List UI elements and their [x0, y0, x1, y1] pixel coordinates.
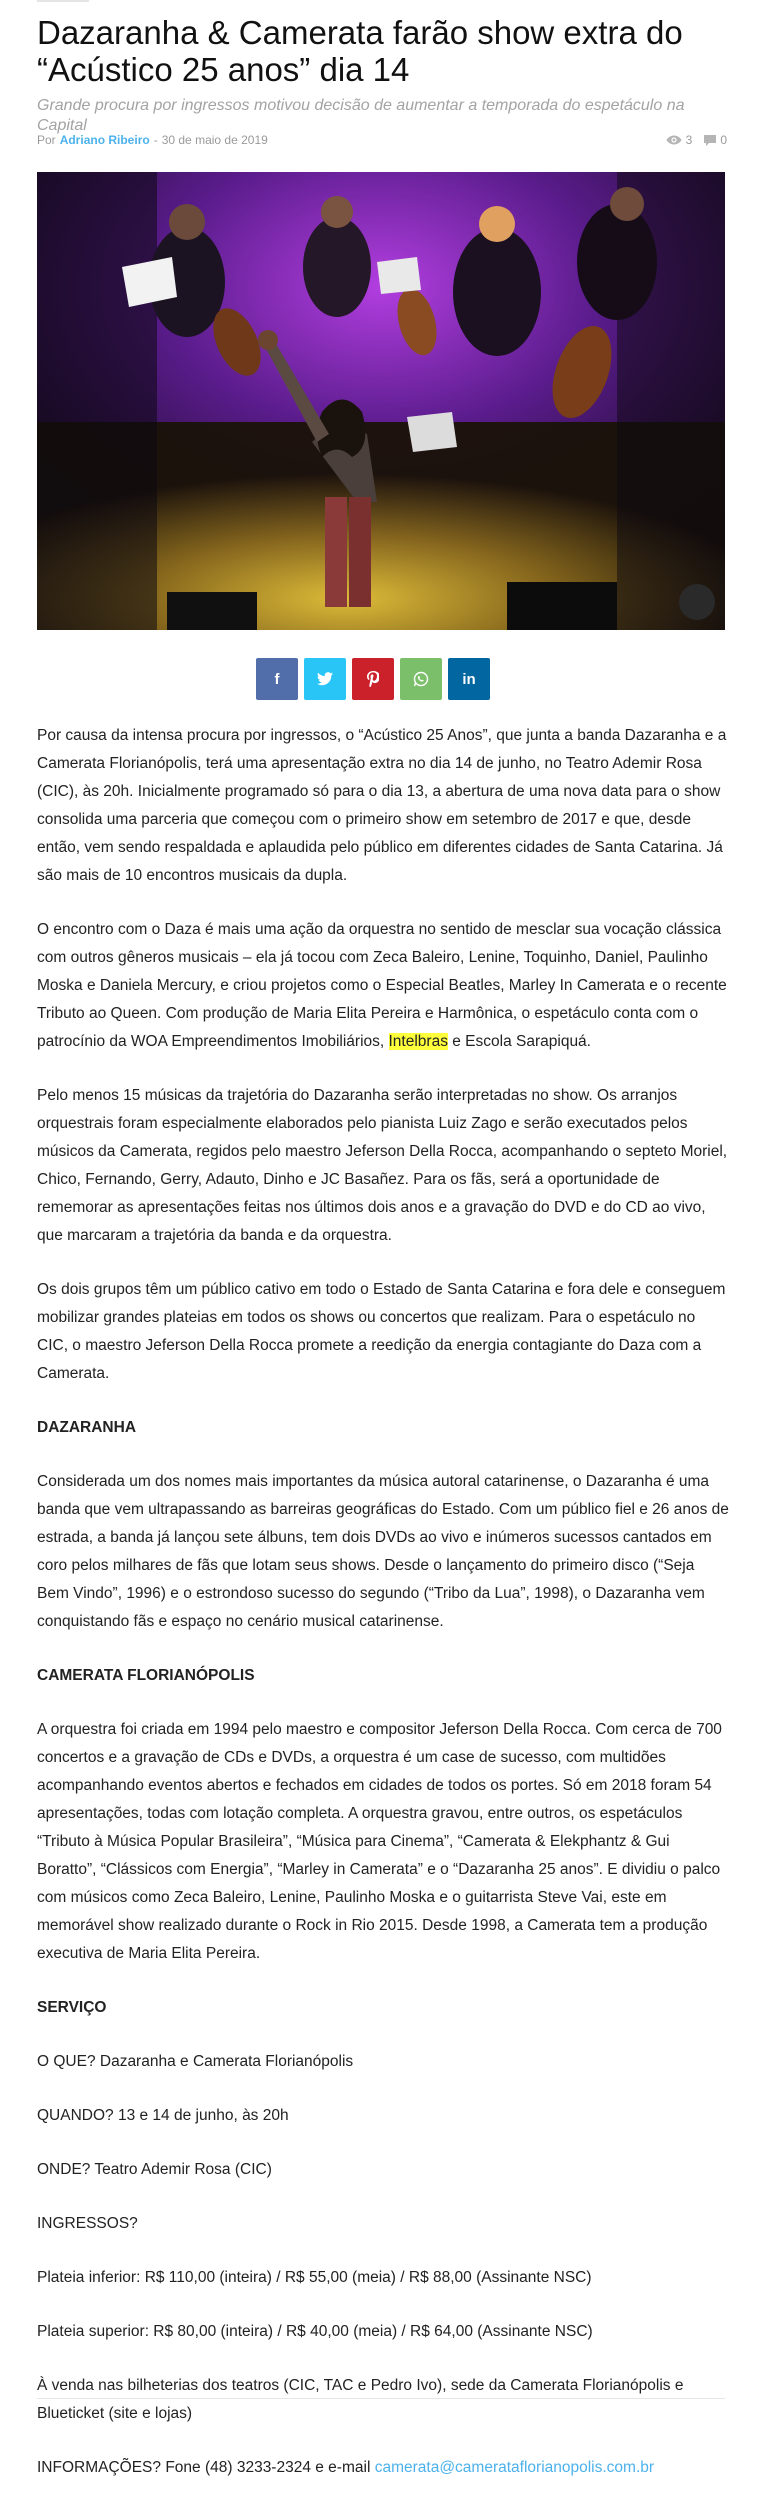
pinterest-icon: [367, 671, 379, 687]
article-title: Dazaranha & Camerata farão show extra do “Acústico 25 anos” dia 14: [37, 14, 683, 88]
views-counter: [666, 133, 693, 147]
share-whatsapp-button[interactable]: [400, 658, 442, 700]
price-lower: Plateia inferior: R$ 110,00 (inteira) / R$ 55,00 (meia) / R$ 88,00 (Assinante NSC): [37, 2269, 592, 2286]
article-stats: [666, 133, 727, 147]
byline-prefix: Por: [37, 133, 56, 147]
highlighted-sponsor: Intelbras: [388, 1033, 448, 1050]
share-twitter-button[interactable]: [304, 658, 346, 700]
paragraph-text: e Escola Sarapiquá.: [447, 1033, 591, 1050]
paragraph: Por causa da intensa procura por ingressos, o “Acústico 25 Anos”, que junta a banda Dazaranha e a Camerata Florianópolis, terá uma apresentação extra no dia 14 de junho, no Teatro Ademir Rosa (CIC), às 20h. Inicialmente programado só para o dia 13, a abertura de uma nova data para o show consolida uma parceria que começou com o primeiro show em setembro de 2017 e que, desde então, vem sendo respaldada e aplaudida pelo público em diferentes cidades de Santa Catarina. Já são mais de 10 encontros musicais da dupla.: [37, 727, 727, 884]
section-heading-camerata: CAMERATA FLORIANÓPOLIS: [37, 1667, 255, 1684]
paragraph: Os dois grupos têm um público cativo em todo o Estado de Santa Catarina e fora dele e conseguem mobilizar grandes plateias em todos os shows ou concertos que realizam. Para o espetáculo no CIC, o maestro Jeferson Della Rocca promete a reedição da energia contagiante do Daza com a Camerata.: [37, 1281, 726, 1382]
facebook-icon: f: [274, 670, 280, 688]
featured-image: [37, 172, 725, 630]
eye-icon: [666, 135, 682, 145]
paragraph: Pelo menos 15 músicas da trajetória do Dazaranha serão interpretadas no show. Os arranjos orquestrais foram especialmente elaborados pelo pianista Luiz Zago e serão executados pelos músicos da Camerata, regidos pelo maestro Jeferson Della Rocca, acompanhando o septeto Moriel, Chico, Fernando, Gerry, Adauto, Dinho e JC Basañez. Para os fãs, será a oportunidade de rememorar as apresentações feitas nos últimos dois anos e a gravação do DVD e do CD ao vivo, que marcaram a trajetória da banda e da orquestra.: [37, 1087, 728, 1244]
paragraph: Considerada um dos nomes mais importantes da música autoral catarinense, o Dazaranha é uma banda que vem ultrapassando as barreiras geográficas do Estado. Com um público fiel e 26 anos de estrada, a banda já lançou sete álbuns, tem dois DVDs ao vivo e inúmeros sucessos cantados em coro pelos milhares de fãs que lotam seus shows. Desde o lançamento do primeiro disco (“Seja Bem Vindo”, 1996) e o estrondoso sucesso do segundo (“Tribo da Lua”, 1998), o Dazaranha vem conquistando fãs e espaço no cenário musical catarinense.: [37, 1473, 729, 1630]
info-text: INFORMAÇÕES? Fone (48) 3233-2324 e e-mail: [37, 2459, 375, 2476]
twitter-icon: [317, 672, 333, 686]
comments-count: 0: [720, 133, 727, 147]
price-upper: Plateia superior: R$ 80,00 (inteira) / R$ 40,00 (meia) / R$ 64,00 (Assinante NSC): [37, 2323, 593, 2340]
category-divider: [37, 0, 89, 2]
share-linkedin-button[interactable]: [448, 658, 490, 700]
paragraph: [37, 916, 729, 1056]
comments-counter[interactable]: [704, 133, 727, 147]
sale-locations: À venda nas bilheterias dos teatros (CIC, TAC e Pedro Ivo), sede da Camerata Florianópolis e Blueticket (site e lojas): [37, 2377, 684, 2422]
section-heading-servico: SERVIÇO: [37, 1999, 107, 2016]
service-info: [37, 2454, 729, 2482]
meta-separator: -: [153, 133, 158, 147]
share-buttons: [256, 658, 490, 700]
email-link[interactable]: camerata@camerataflorianopolis.com.br: [374, 2459, 655, 2476]
author-link[interactable]: Adriano Ribeiro: [59, 133, 150, 147]
service-tickets: INGRESSOS?: [37, 2215, 138, 2232]
views-count: 3: [685, 133, 693, 147]
concert-photo-illustration: [37, 172, 725, 630]
linkedin-icon: in: [462, 670, 476, 688]
whatsapp-icon: [413, 671, 429, 687]
article-subtitle: Grande procura por ingressos motivou decisão de aumentar a temporada do espetáculo na Capital: [37, 97, 685, 134]
service-what: O QUE? Dazaranha e Camerata Florianópolis: [37, 2053, 354, 2070]
share-facebook-button[interactable]: [256, 658, 298, 700]
article-footer-divider: [37, 2398, 725, 2399]
share-pinterest-button[interactable]: [352, 658, 394, 700]
paragraph: A orquestra foi criada em 1994 pelo maestro e compositor Jeferson Della Rocca. Com cerca de 700 concertos e a gravação de CDs e DVDs, a orquestra é um case de sucesso, com multidões acompanhando eventos abertos e fechados em cidades de todos os portes. Só em 2018 foram 54 apresentações, todas com lotação completa. A orquestra gravou, entre outros, os espetáculos “Tributo à Música Popular Brasileira”, “Música para Cinema”, “Camerata & Elekphantz & Gui Boratto”, “Clássicos com Energia”, “Marley in Camerata” e o “Dazaranha 25 anos”. E dividiu o palco com músicos como Zeca Baleiro, Lenine, Paulinho Moska e o guitarrista Steve Vai, este em memorável show realizado durante o Rock in Rio 2015. Desde 1998, a Camerata tem a produção executiva de Maria Elita Pereira.: [37, 1721, 722, 1962]
service-when: QUANDO? 13 e 14 de junho, às 20h: [37, 2107, 289, 2124]
article-meta: [37, 130, 727, 150]
paragraph-text: O encontro com o Daza é mais uma ação da orquestra no sentido de mesclar sua vocação clássica com outros gêneros musicais – ela já tocou com Zeca Baleiro, Lenine, Toquinho, Daniel, Paulinho Moska e Daniela Mercury, e criou projetos como o Especial Beatles, Marley In Camerata e o recente Tributo ao Queen. Com produção de Maria Elita Pereira e Harmônica, o espetáculo conta com o patrocínio da WOA Empreendimentos Imobiliários,: [37, 921, 727, 1050]
publish-date: 30 de maio de 2019: [161, 133, 268, 147]
section-heading-dazaranha: DAZARANHA: [37, 1419, 137, 1436]
comment-icon: [704, 135, 716, 146]
service-where: ONDE? Teatro Ademir Rosa (CIC): [37, 2161, 272, 2178]
article-body: [37, 722, 729, 2508]
